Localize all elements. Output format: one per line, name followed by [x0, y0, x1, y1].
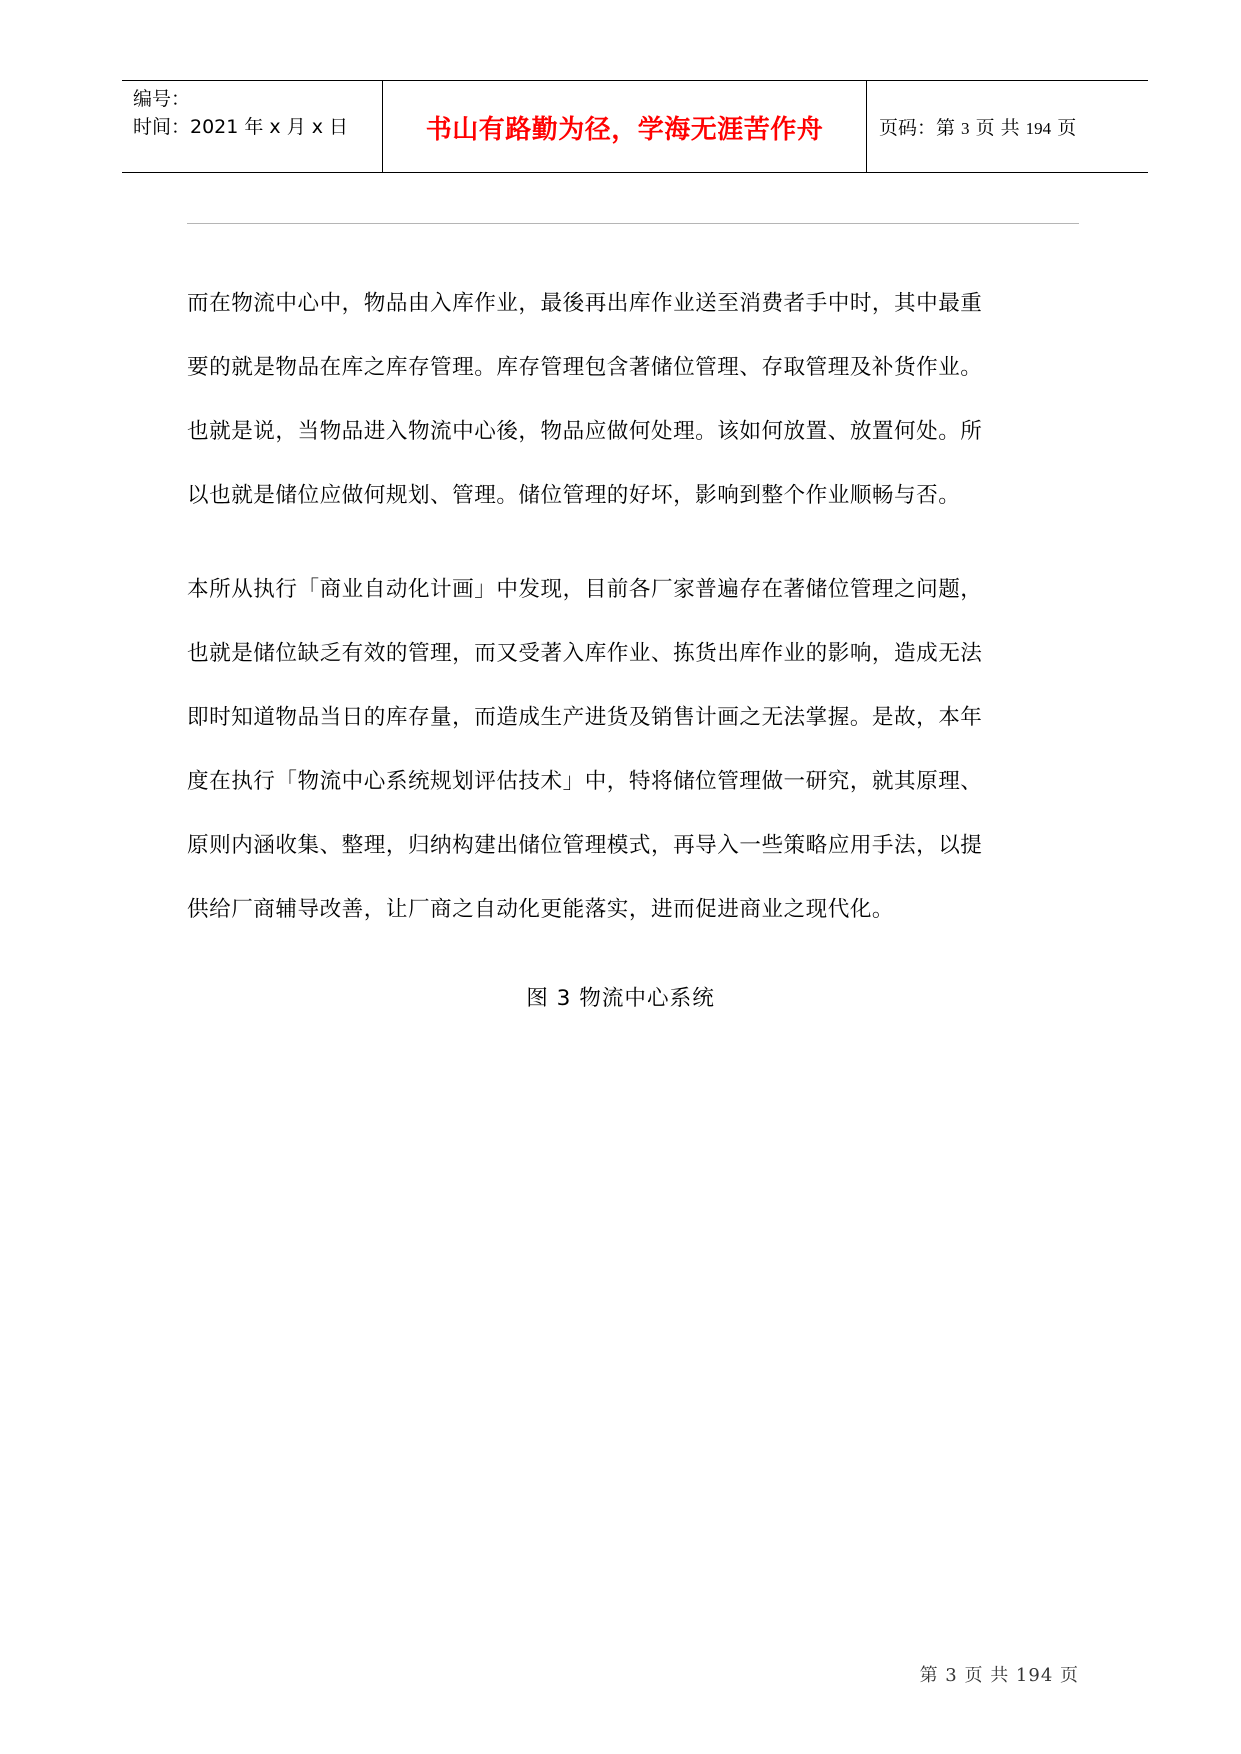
document-number-label: 编号： — [133, 88, 191, 110]
text-line: 原则内涵收集、整理，归纳构建出储位管理模式，再导入一些策略应用手法，以提 — [187, 833, 983, 858]
paragraph — [187, 558, 1079, 942]
header-divider — [187, 223, 1079, 224]
header-page-cell — [867, 81, 1148, 172]
text-line: 也就是说，当物品进入物流中心後，物品应做何处理。该如何放置、放置何处。所 — [187, 419, 983, 444]
text-line: 即时知道物品当日的库存量，而造成生产进货及销售计画之无法掌握。是故，本年 — [187, 705, 983, 730]
document-time-label: 时间：2021 年 x 月 x 日 — [133, 116, 349, 138]
header-motto: 书山有路勤为径，学海无涯苦作舟 — [425, 115, 824, 145]
text-line: 本所从执行「商业自动化计画」中发现，目前各厂家普遍存在著储位管理之问题， — [187, 577, 983, 602]
page-footer: 第 3 页 共 194 页 — [919, 1665, 1079, 1686]
page-suffix: 页 — [1051, 117, 1077, 139]
document-body — [187, 272, 1079, 942]
text-line: 而在物流中心中，物品由入库作业，最後再出库作业送至消费者手中时，其中最重 — [187, 291, 983, 316]
header-page-info — [879, 113, 1076, 140]
figure-caption: 图 3 物流中心系统 — [526, 986, 715, 1011]
header-motto-cell — [383, 81, 867, 172]
page-total: 194 — [1025, 119, 1052, 138]
paragraph — [187, 272, 1079, 528]
text-line: 也就是储位缺乏有效的管理，而又受著入库作业、拣货出库作业的影响，造成无法 — [187, 641, 983, 666]
page-prefix: 页码：第 — [879, 117, 962, 139]
text-line: 供给厂商辅导改善，让厂商之自动化更能落实，进而促进商业之现代化。 — [187, 897, 895, 922]
text-line: 度在执行「物流中心系统规划评估技术」中，特将储位管理做一研究，就其原理、 — [187, 769, 983, 794]
page-middle: 页 共 — [969, 117, 1026, 139]
header-meta-cell — [122, 81, 383, 172]
page-current: 3 — [961, 119, 970, 138]
text-line: 以也就是储位应做何规划、管理。储位管理的好坏，影响到整个作业顺畅与否。 — [187, 483, 961, 508]
text-line: 要的就是物品在库之库存管理。库存管理包含著储位管理、存取管理及补货作业。 — [187, 355, 983, 380]
page-header — [122, 80, 1148, 173]
